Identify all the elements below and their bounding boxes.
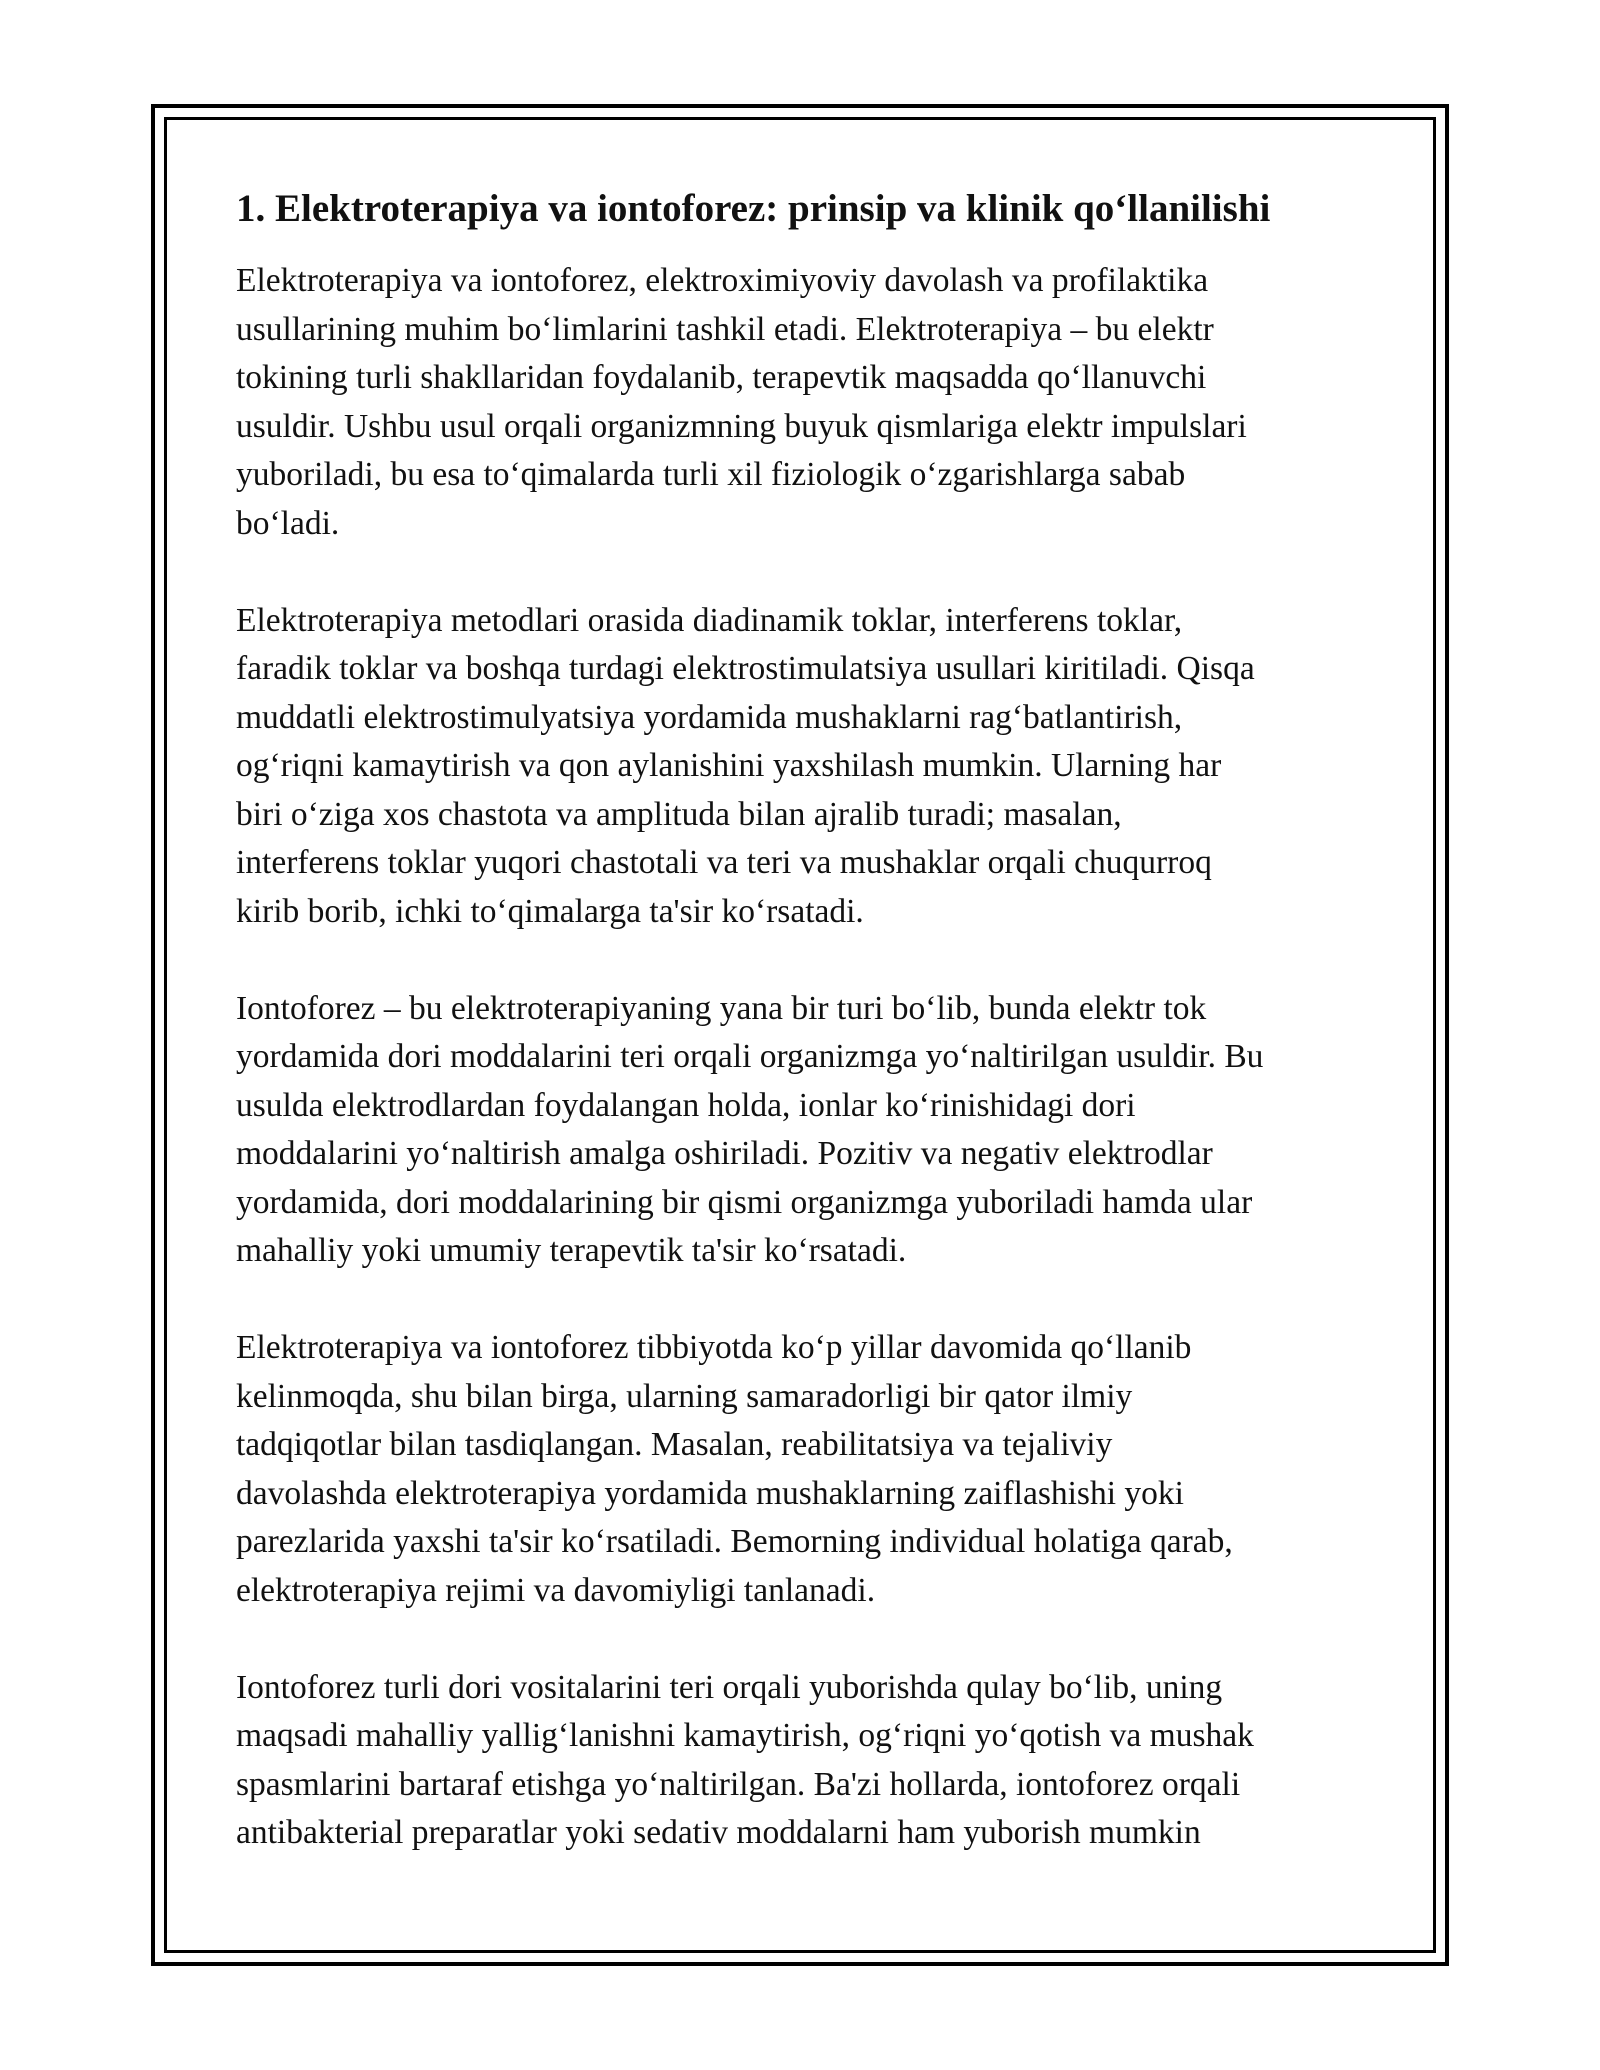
paragraph-3: Iontoforez – bu elektroterapiyaning yana bir turi bo‘lib, bunda elektr tok yordamida dori moddalarini teri orqali organizmga yo‘naltirilgan usuldir. Bu usulda elektrodlardan foydalangan holda, ionlar ko‘rinishidagi dori moddalarini yo‘naltirish amalga oshiriladi. Pozitiv va negativ elektrodlar yordamida, dori moddalarining bir qismi organizmga yuboriladi hamda ular mahalliy yoki umumiy terapevtik ta'sir ko‘rsatadi. [236, 989, 1264, 1269]
document-body [236, 185, 1376, 1858]
paragraph-4: Elektroterapiya va iontoforez tibbiyotda ko‘p yillar davomida qo‘llanib kelinmoqda, shu bilan birga, ularning samaradorligi bir qator ilmiy tadqiqotlar bilan tasdiqlangan. Masalan, reabilitatsiya va tejaliviy davolashda elektroterapiya yordamida mushaklarning zaiflashishi yoki parezlarida yaxshi ta'sir ko‘rsatiladi. Bemorning individual holatiga qarab, elektroterapiya rejimi va davomiyligi tanlanadi. [236, 1329, 1233, 1609]
paragraph-5: Iontoforez turli dori vositalarini teri orqali yuborishda qulay bo‘lib, uning maqsadi mahalliy yallig‘lanishni kamaytirish, og‘riqni yo‘qotish va mushak spasmlarini bartaraf etishga yo‘naltirilgan. Ba'zi hollarda, iontoforez orqali antibakterial preparatlar yoki sedativ moddalarni ham yuborish mumkin [236, 1668, 1254, 1851]
paragraph-1: Elektroterapiya va iontoforez, elektroximiyoviy davolash va profilaktika usullarining muhim bo‘limlarini tashkil etadi. Elektroterapiya – bu elektr tokining turli shakllaridan foydalanib, terapevtik maqsadda qo‘llanuvchi usuldir. Ushbu usul orqali organizmning buyuk qismlariga elektr impulslari yuboriladi, bu esa to‘qimalarda turli xil fiziologik o‘zgarishlarga sabab bo‘ladi. [236, 262, 1247, 542]
section-heading: 1. Elektroterapiya va iontoforez: prinsip va klinik qo‘llanilishi [236, 187, 1271, 230]
paragraph-2: Elektroterapiya metodlari orasida diadinamik toklar, interferens toklar, faradik toklar va boshqa turdagi elektrostimulatsiya usullari kiritiladi. Qisqa muddatli elektrostimulyatsiya yordamida mushaklarni rag‘batlantirish, og‘riqni kamaytirish va qon aylanishini yaxshilash mumkin. Ularning har biri o‘ziga xos chastota va amplituda bilan ajralib turadi; masalan, interferens toklar yuqori chastotali va teri va mushaklar orqali chuqurroq kirib borib, ichki to‘qimalarga ta'sir ko‘rsatadi. [236, 601, 1255, 930]
